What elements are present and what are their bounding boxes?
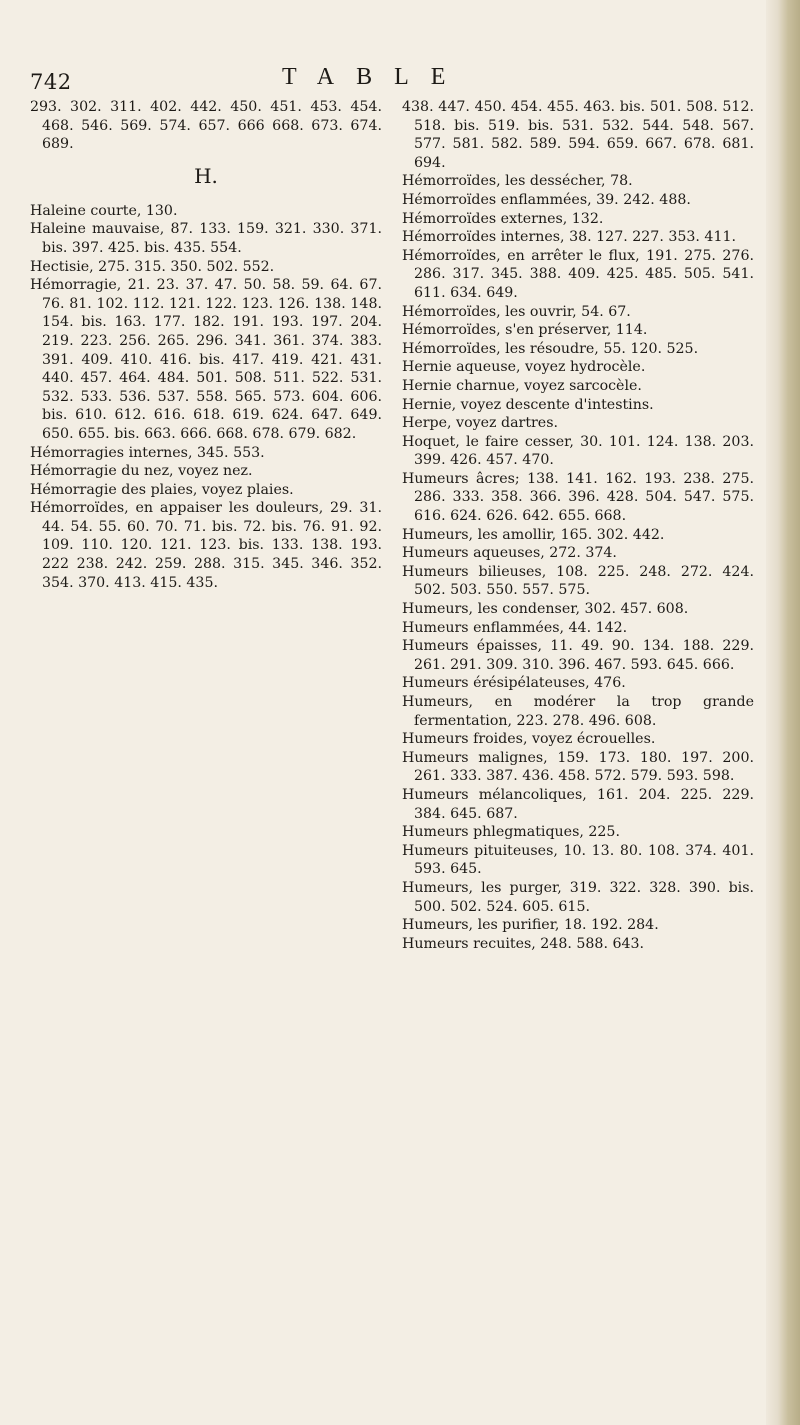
index-entry: Hémorroïdes, en appaiser les douleurs, 29. 31. 44. 54. 55. 60. 70. 71. bis. 72. bis. 76. 91. 92. 109. 110. 120. 121. 123. bis. 133. 138. 193. 222 238. 242. 259. 288. 315. 345. 346. 352. 354. 370. 413. 415. 435. [30,500,382,591]
left-column [30,98,382,592]
index-entry: Herpe, voyez dartres. [402,415,558,432]
index-entry: Hémorroïdes enflammées, 39. 242. 488. [402,191,691,208]
index-entry: Haleine courte, 130. [30,202,178,219]
index-entry: Humeurs bilieuses, 108. 225. 248. 272. 424. 502. 503. 550. 557. 575. [402,563,754,599]
index-entry: Humeurs érésipélateuses, 476. [402,675,626,692]
index-entry: Hémorroïdes, les ouvrir, 54. 67. [402,303,631,320]
index-entry: 293. 302. 311. 402. 442. 450. 451. 453. 454. 468. 546. 569. 574. 657. 666 668. 673. 674. 689. [30,99,382,153]
page-header [30,62,770,102]
index-entry: Humeurs pituiteuses, 10. 13. 80. 108. 374. 401. 593. 645. [402,842,754,878]
index-entry: Hémorragie, 21. 23. 37. 47. 50. 58. 59. 64. 67. 76. 81. 102. 112. 121. 122. 123. 126. 138. 148. 154. bis. 163. 177. 182. 191. 193. 197. 204. 219. 223. 256. 265. 296. 341. 361. 374. 383. 391. 409. 410. 416. bis. 417. 419. 421. 431. 440. 457. 464. 484. 501. 508. 511. 522. 531. 532. 533. 536. 537. 558. 565. 573. 604. 606. bis. 610. 612. 616. 618. 619. 624. 647. 649. 650. 655. bis. 663. 666. 668. 678. 679. 682. [30,277,382,442]
index-entry: Hernie aqueuse, voyez hydrocèle. [402,359,646,376]
index-entry: Humeurs aqueuses, 272. 374. [402,545,617,562]
index-entry: Humeurs âcres; 138. 141. 162. 193. 238. 275. 286. 333. 358. 366. 396. 428. 504. 547. 575. 616. 624. 626. 642. 655. 668. [402,470,754,525]
index-entry: Humeurs, les purger, 319. 322. 328. 390. bis. 500. 502. 524. 605. 615. [402,879,754,915]
right-column [402,98,754,953]
index-entry: Hémorragie des plaies, voyez plaies. [30,481,294,498]
index-entry: Humeurs, les amollir, 165. 302. 442. [402,526,665,543]
index-entry: Hectisie, 275. 315. 350. 502. 552. [30,258,275,275]
index-entry: Hémorroïdes externes, 132. [402,210,604,227]
index-entry: Humeurs, les purifier, 18. 192. 284. [402,917,659,934]
index-entry: Humeurs enflammées, 44. 142. [402,619,628,636]
index-entry: Humeurs épaisses, 11. 49. 90. 134. 188. 229. 261. 291. 309. 310. 396. 467. 593. 645. 666. [402,638,754,673]
page-edge [766,0,800,1425]
index-entry: Hémorroïdes, en arrêter le flux, 191. 275. 276. 286. 317. 345. 388. 409. 425. 485. 505. 541. 611. 634. 649. [402,247,754,301]
index-entry: Hernie charnue, voyez sarcocèle. [402,377,642,394]
index-entry: Hernie, voyez descente d'intestins. [402,396,654,413]
index-entry: Haleine mauvaise, 87. 133. 159. 321. 330. 371. bis. 397. 425. bis. 435. 554. [30,221,382,256]
index-entry: Hoquet, le faire cesser, 30. 101. 124. 138. 203. 399. 426. 457. 470. [402,433,754,469]
page-number: 742 [30,70,72,94]
section-letter: H. [194,163,218,188]
index-entry: Hémorragie du nez, voyez nez. [30,463,253,480]
index-entry: Hémorroïdes internes, 38. 127. 227. 353. 411. [402,229,737,246]
index-entry: Hémorroïdes, les résoudre, 55. 120. 525. [402,340,699,357]
index-entry: Humeurs malignes, 159. 173. 180. 197. 200. 261. 333. 387. 436. 458. 572. 579. 593. 598. [402,749,754,785]
index-entry: Humeurs, les condenser, 302. 457. 608. [402,601,689,618]
index-entry: Hémorroïdes, s'en préserver, 114. [402,322,648,339]
index-entry: Hémorroïdes, les dessécher, 78. [402,173,633,190]
index-entry: Humeurs mélancoliques, 161. 204. 225. 229. 384. 645. 687. [402,786,754,822]
running-title: TABLE [282,64,468,90]
index-entry: 438. 447. 450. 454. 455. 463. bis. 501. 508. 512. 518. bis. 519. bis. 531. 532. 544. 548. 567. 577. 581. 582. 589. 594. 659. 667. 678. 681. 694. [402,99,754,171]
index-entry: Humeurs froides, voyez écrouelles. [402,731,656,748]
index-entry: Humeurs recuites, 248. 588. 643. [402,935,645,952]
index-entry: Humeurs, en modérer la trop grande fermentation, 223. 278. 496. 608. [402,694,754,729]
index-entry: Hémorragies internes, 345. 553. [30,444,265,461]
index-entry: Humeurs phlegmatiques, 225. [402,824,620,841]
